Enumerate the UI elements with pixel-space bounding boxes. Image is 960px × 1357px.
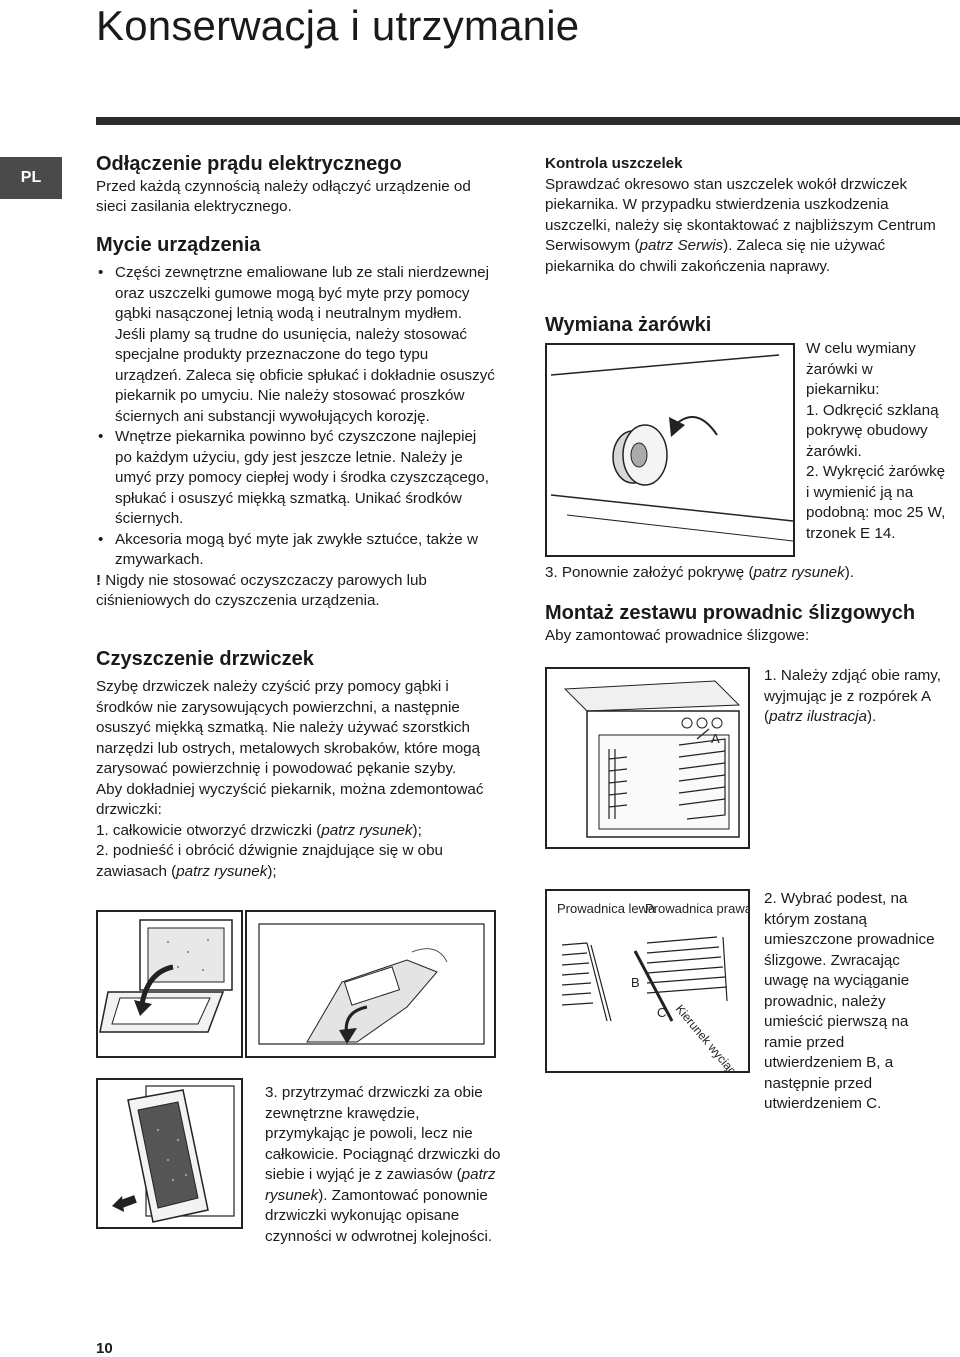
figure-door-remove bbox=[96, 1078, 243, 1229]
door-step1 bbox=[96, 821, 496, 842]
door-step2-ref: patrz rysunek bbox=[176, 862, 268, 880]
rails-step2: 2. Wybrać podest, na którym zostaną umieszczone prowadnice ślizgowe. Zwracając uwagę na wyciąganie prowadnic, należy umieścić pierwszą na ramie przed utwierdzeniem B, a następnie przed utwierdzeniem C. bbox=[764, 890, 935, 1112]
label-direction: Kierunek wyciągania bbox=[672, 1001, 748, 1071]
figure-rails-detail bbox=[545, 889, 750, 1073]
figure-hinge-lever bbox=[245, 910, 496, 1058]
label-b: B bbox=[631, 975, 640, 990]
bulb-steps bbox=[806, 339, 946, 544]
language-tab: PL bbox=[0, 157, 62, 199]
door-para1: Szybę drzwiczek należy czyścić przy pomocy gąbki i środków nie zarysowujących powierzchni, a następnie osuszyć miękką szmatką. Nie należy używać szorstkich narzędzi lub ostrych, metalowych skrobaków, które mogą zarysować powierzchnię i powodować pękanie szyby. bbox=[96, 678, 481, 777]
bulb-step1: 1. Odkręcić szklaną pokrywę obudowy żarówki. bbox=[806, 401, 939, 460]
figure-rails-frame bbox=[545, 667, 750, 849]
door-para2: Aby dokładniej wyczyścić piekarnik, można zdemontować drzwiczki: bbox=[96, 780, 484, 818]
power-section bbox=[96, 151, 496, 217]
door-section bbox=[96, 646, 496, 882]
rails-intro: Aby zamontować prowadnice ślizgowe: bbox=[545, 627, 810, 644]
rails-step1-text: 1. Należy zdjąć obie ramy, wyjmując je z rozpórek A ( bbox=[764, 667, 941, 725]
oven-door-open-illustration bbox=[98, 912, 241, 1056]
bulb-step3-text: 3. Ponownie założyć pokrywę ( bbox=[545, 564, 754, 581]
rails-step1 bbox=[764, 666, 944, 728]
cleaning-section bbox=[96, 232, 496, 612]
door-step2-end: ); bbox=[267, 862, 277, 880]
cleaning-list bbox=[96, 263, 496, 571]
label-left-rail: Prowadnica lewa bbox=[557, 901, 656, 916]
door-step1-end: ); bbox=[412, 821, 422, 839]
door-step3 bbox=[265, 1083, 501, 1247]
bulb-intro: W celu wymiany żarówki w piekarniku: bbox=[806, 340, 916, 398]
door-heading: Czyszczenie drzwiczek bbox=[96, 648, 314, 670]
frame-label-a: A bbox=[711, 731, 720, 746]
oven-cavity-illustration bbox=[547, 669, 748, 847]
bulb-step2: 2. Wykręcić żarówkę i wymienić ją na podobną: moc 25 W, trzonek E 14. bbox=[806, 463, 946, 542]
warning-mark: ! bbox=[96, 571, 102, 589]
rails-step1-end: ). bbox=[866, 708, 877, 725]
rails-step1-ref: patrz ilustracja bbox=[769, 708, 867, 725]
door-step1-text: 1. całkowicie otworzyć drzwiczki ( bbox=[96, 821, 322, 839]
bulb-step3-ref: patrz rysunek bbox=[753, 564, 845, 581]
door-step3-end: ). Zamontować ponownie drzwiczki wykonując opisane czynności w odwrotnej kolejności. bbox=[265, 1186, 493, 1245]
header-rule bbox=[96, 117, 960, 125]
cleaning-bullet-3: • Akcesoria mogą być myte jak zwykłe sztućce, także w zmywarkach. bbox=[96, 530, 496, 571]
cleaning-bullet-2: • Wnętrze piekarnika powinno być czyszczone najlepiej po każdym użyciu, gdy jest jeszcze letnie. Należy je umyć przy pomocy ciepłej wody i środka czyszczącego, spłukać i osuszyć miękką szmatką. Unikać środków ściernych. bbox=[96, 427, 496, 530]
cleaning-warning bbox=[96, 571, 496, 612]
page-title: Konserwacja i utrzymanie bbox=[96, 2, 580, 49]
door-step2-text: 2. podnieść i obrócić dźwignie znajdujące się w obu zawiasach ( bbox=[96, 842, 443, 880]
rails-section bbox=[545, 600, 955, 647]
seals-text-body: Sprawdzać okresowo stan uszczelek wokół drzwiczek piekarnika. W przypadku stwierdzenia uszkodzenia uszczelki, należy się skontaktować z najbliższym Centrum Serwisowym ( bbox=[545, 175, 936, 254]
label-right-rail: Prowadnica prawa bbox=[645, 901, 748, 916]
power-text: Przed każdą czynnością należy odłączyć urządzenie od sieci zasilania elektrycznego. bbox=[96, 178, 471, 215]
seals-text bbox=[545, 175, 940, 278]
door-step3-ref: patrz rysunek bbox=[265, 1166, 496, 1204]
figure-door-open bbox=[96, 910, 243, 1058]
seals-heading: Kontrola uszczelek bbox=[545, 155, 683, 172]
rails-heading: Montaż zestawu prowadnic ślizgowych bbox=[545, 602, 916, 624]
warning-text: Nigdy nie stosować oczyszczaczy parowych lub ciśnieniowych do czyszczenia urządzenia. bbox=[96, 571, 427, 609]
bulb-cover-illustration bbox=[547, 345, 793, 555]
cleaning-bullet-1: • Części zewnętrzne emaliowane lub ze stali nierdzewnej oraz uszczelki gumowe mogą być myte przy pomocy gąbki nasączonej letnią wodą i neutralnym mydłem. Jeśli plamy są trudne do usunięcia, należy stosować specjalne produkty przeznaczone do tego typu urządzeń. Zaleca się obficie spłukać i dokładnie osuszyć piekarnik po umyciu. Nie należy stosować proszków ściernych ani substancji wywołujących korozję. bbox=[96, 263, 496, 427]
label-c: C bbox=[657, 1005, 667, 1020]
page-number: 10 bbox=[96, 1340, 113, 1357]
seals-section bbox=[545, 154, 940, 277]
power-heading: Odłączenie prądu elektrycznego bbox=[96, 153, 402, 175]
slide-rails-illustration bbox=[547, 891, 748, 1071]
door-removal-illustration bbox=[98, 1080, 241, 1227]
bulb-step3 bbox=[545, 563, 945, 584]
door-step3-text: 3. przytrzymać drzwiczki za obie zewnętrzne krawędzie, przymykając je powoli, lecz nie całkowicie. Pociągnąć drzwiczki do siebie i wyjąć je z zawiasów ( bbox=[265, 1084, 501, 1183]
seals-text-ref: patrz Serwis bbox=[639, 237, 724, 254]
figure-bulb bbox=[545, 343, 795, 557]
hinge-lever-illustration bbox=[247, 912, 494, 1056]
bulb-heading: Wymiana żarówki bbox=[545, 314, 712, 336]
bulb-step3-end: ). bbox=[844, 564, 854, 581]
door-step2 bbox=[96, 841, 496, 882]
door-step1-ref: patrz rysunek bbox=[321, 821, 413, 839]
seals-text-end: ). Zaleca się nie używać piekarnika do chwili zakończenia naprawy. bbox=[545, 237, 886, 275]
cleaning-heading: Mycie urządzenia bbox=[96, 234, 261, 256]
